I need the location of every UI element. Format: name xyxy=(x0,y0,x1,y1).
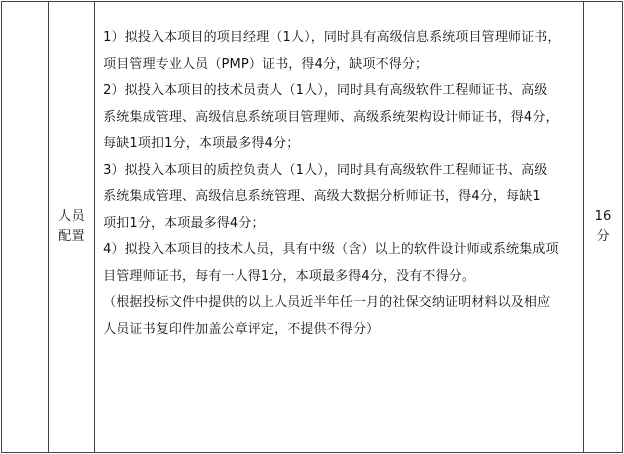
criteria-cell xyxy=(95,2,584,453)
criteria-line: 3）拟投入本项目的质控负责人（1人），同时具有高级软件工程师证书、高级 xyxy=(103,162,548,178)
criteria-line: 2）拟投入本项目的技术员责人（1人），同时具有高级软件工程师证书、高级 xyxy=(103,83,548,98)
score-unit: 分 xyxy=(596,229,610,244)
criteria-line: 系统集成管理、高级信息系统管理、高级大数据分析师证书，得4分，每缺1 xyxy=(103,189,541,204)
criteria-line: （根据投标文件中提供的以上人员近半年任一月的社保交纳证明材料以及相应 xyxy=(103,295,551,310)
score-cell xyxy=(583,2,622,453)
category-cell xyxy=(49,2,95,453)
criteria-line: 每缺1项扣1分，本项最多得4分； xyxy=(103,136,300,151)
category-label-line-1: 人员 xyxy=(58,209,86,224)
criteria-line: 1）拟投入本项目的项目经理（1人），同时具有高级信息系统项目管理师证书， xyxy=(103,30,561,45)
empty-index-cell xyxy=(2,2,49,453)
category-label-line-2: 配置 xyxy=(58,229,86,244)
criteria-line: 系统集成管理、高级信息系统项目管理师、高级系统架构设计师证书，得4分， xyxy=(103,109,559,125)
criteria-line: 4）拟投入本项目的技术人员，具有中级（含）以上的软件设计师或系统集成项 xyxy=(103,242,559,257)
criteria-line: 目管理师证书，每有一人得1分，本项最多得4分，没有不得分。 xyxy=(103,268,476,284)
criteria-line: 项目管理专业人员（PMP）证书，得4分，缺项不得分； xyxy=(103,56,429,72)
score-value: 16 xyxy=(594,209,612,224)
criteria-line: 人员证书复印件加盖公章评定，不提供不得分） xyxy=(103,321,380,337)
criteria-line: 项扣1分，本项最多得4分； xyxy=(103,215,265,231)
table-row xyxy=(2,2,623,453)
scoring-criteria-table xyxy=(1,1,623,453)
